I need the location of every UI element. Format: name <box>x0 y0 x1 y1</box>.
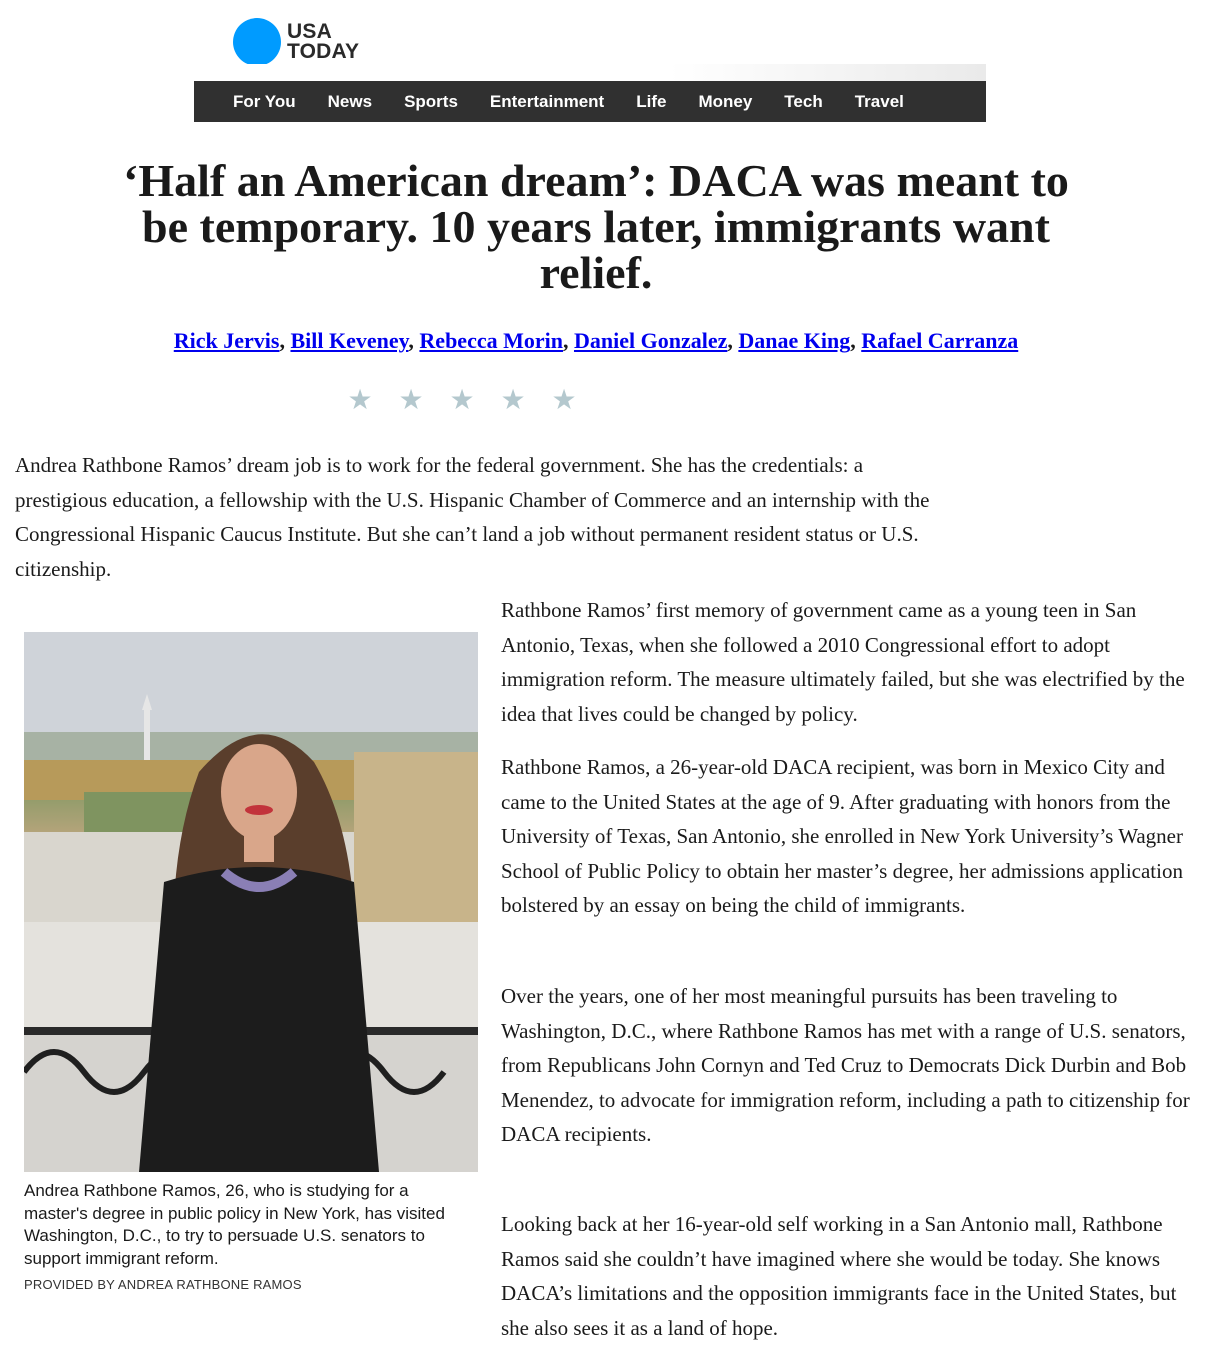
photo-credit: PROVIDED BY ANDREA RATHBONE RAMOS <box>24 1277 302 1292</box>
usa-today-logo[interactable] <box>233 18 359 66</box>
nav-item-travel[interactable]: Travel <box>854 91 904 111</box>
logo-line-1: USA <box>287 20 332 43</box>
author-link[interactable]: Rafael Carranza <box>861 328 1019 353</box>
article-paragraph: Rathbone Ramos’ first memory of government came as a young teen in San Antonio, Texas, when she followed a 2010 Congressional effort to adopt immigration reform. The measure ultimately failed, but she was electrified by the idea that lives could be changed by policy. <box>501 598 1185 726</box>
rating-stars[interactable] <box>346 383 601 416</box>
nav-item-tech[interactable]: Tech <box>784 91 823 111</box>
nav-item-sports[interactable]: Sports <box>404 91 458 111</box>
logo-dot-icon <box>233 18 281 66</box>
author-separator: , <box>850 328 856 353</box>
star-icon[interactable]: ★ <box>500 383 526 416</box>
nav-item-life[interactable]: Life <box>636 91 667 111</box>
article-photo <box>24 632 478 1172</box>
byline <box>0 328 1192 354</box>
star-icon[interactable]: ★ <box>398 383 424 416</box>
article-headline: ‘Half an American dream’: DACA was meant to be temporary. 10 years later, immigrants want relief. <box>123 155 1069 298</box>
author-link[interactable]: Bill Keveney <box>290 328 409 353</box>
star-icon[interactable]: ★ <box>449 383 475 416</box>
author-link[interactable]: Rebecca Morin <box>419 328 563 353</box>
author-separator: , <box>727 328 733 353</box>
nav-top-strip <box>194 64 986 81</box>
nav-item-money[interactable]: Money <box>698 91 753 111</box>
author-separator: , <box>562 328 569 353</box>
logo-wordmark <box>287 22 359 62</box>
main-nav <box>194 81 986 122</box>
photo-illustration <box>24 632 478 1172</box>
author-link[interactable]: Daniel Gonzalez <box>573 328 728 353</box>
star-icon[interactable]: ★ <box>551 383 577 416</box>
author-separator: , <box>408 328 414 353</box>
author-separator: , <box>279 328 285 353</box>
star-icon[interactable]: ★ <box>347 383 373 416</box>
nav-item-for-you[interactable]: For You <box>233 91 296 111</box>
logo-line-2: TODAY <box>287 40 360 63</box>
nav-item-entertainment[interactable]: Entertainment <box>489 91 605 111</box>
photo-caption: Andrea Rathbone Ramos, 26, who is studying for a master's degree in public policy in New York, has visited Washington, D.C., to try to persuade U.S. senators to support immigrant reform. <box>24 1181 445 1268</box>
article-paragraph: Rathbone Ramos, a 26-year-old DACA recipient, was born in Mexico City and came to the United States at the age of 9. After graduating with honors from the University of Texas, San Antonio, she enrolled in New York University’s Wagner School of Public Policy to obtain her master’s degree, her admissions application bolstered by an essay on being the child of immigrants. <box>501 755 1183 917</box>
nav-item-news[interactable]: News <box>327 91 373 111</box>
article-paragraph: Over the years, one of her most meaningful pursuits has been traveling to Washington, D.C., where Rathbone Ramos has met with a range of U.S. senators, from Republicans John Cornyn and Ted Cruz to Democrats Dick Durbin and Bob Menendez, to advocate for immigration reform, including a path to citizenship for DACA recipients. <box>501 984 1190 1146</box>
author-link[interactable]: Rick Jervis <box>173 328 280 353</box>
article-paragraph: Looking back at her 16-year-old self working in a San Antonio mall, Rathbone Ramos said she couldn’t have imagined where she would be today. She knows DACA’s limitations and the opposition immigrants face in the United States, but she also sees it as a land of hope. <box>501 1212 1177 1340</box>
article-paragraph: Andrea Rathbone Ramos’ dream job is to work for the federal government. She has the credentials: a prestigious education, a fellowship with the U.S. Hispanic Chamber of Commerce and an internship with the Congressional Hispanic Caucus Institute. But she can’t land a job without permanent resident status or U.S. citizenship. <box>15 453 930 581</box>
author-link[interactable]: Danae King <box>738 328 851 353</box>
